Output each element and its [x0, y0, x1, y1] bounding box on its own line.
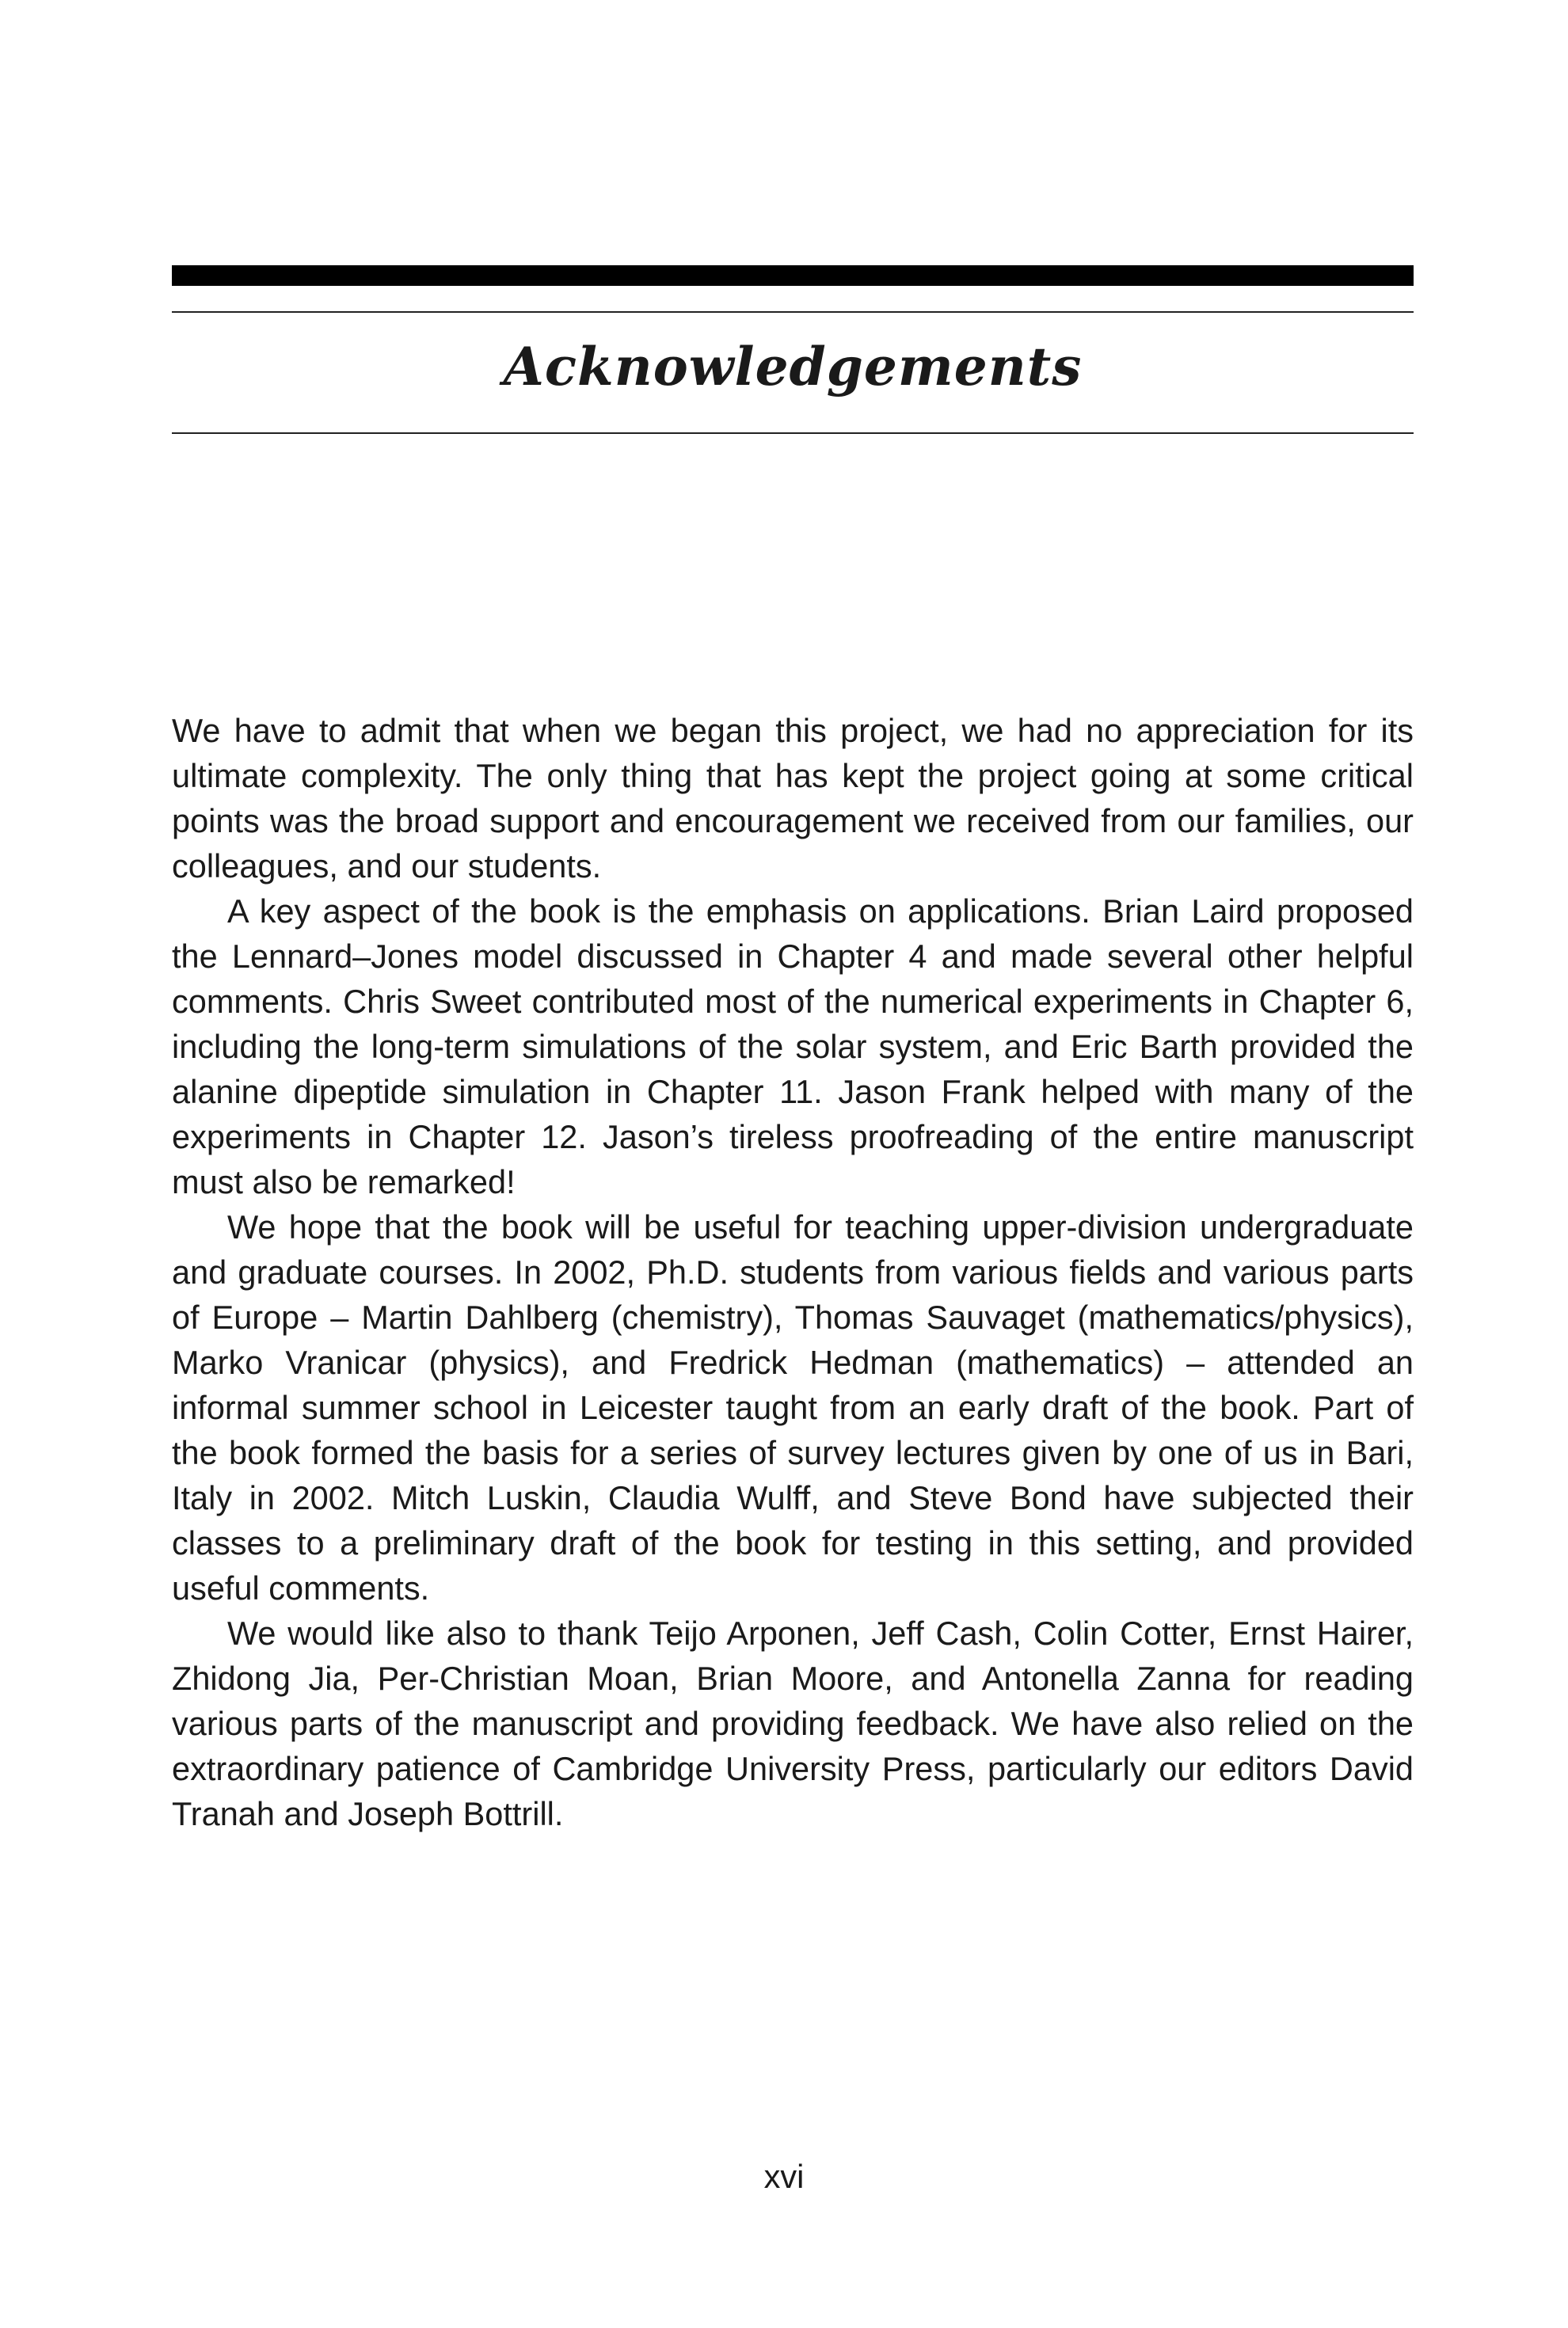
paragraph-3: We hope that the book will be useful for teaching upper-division undergraduate and graduate courses. In 2002, Ph.D. students from various fields and various parts of Europe – Martin Dahlberg (chemistry), Thomas Sauvaget (mathematics/physics), Marko Vranicar (physics), and Fredrick Hedman (mathematics) – attended an informal summer school in Leicester taught from an early draft of the book. Part of the book formed the basis for a series of survey lectures given by one of us in Bari, Italy in 2002. Mitch Luskin, Claudia Wulff, and Steve Bond have subjected their classes to a preliminary draft of the book for testing in this setting, and provided useful comments.	[172, 1208, 1414, 1607]
paragraph-2: A key aspect of the book is the emphasis on applications. Brian Laird proposed the Lennard–Jones model discussed in Chapter 4 and made several other helpful comments. Chris Sweet contributed most of the numerical experiments in Chapter 6, including the long-term simulations of the solar system, and Eric Barth provided the alanine dipeptide simulation in Chapter 11. Jason Frank helped with many of the experiments in Chapter 12. Jason’s tireless proofreading of the entire manuscript must also be remarked!	[172, 892, 1414, 1200]
page-number: xvi	[763, 2158, 805, 2195]
page-title: Acknowledgements	[503, 336, 1083, 398]
paragraph-1: We have to admit that when we began this project, we had no appreciation for its ultimate complexity. The only thing that has kept the project going at some critical points was the broad support and encouragement we received from our families, our colleagues, and our students.	[172, 712, 1414, 884]
acknowledgements-body	[172, 708, 1414, 1836]
paragraph-4: We would like also to thank Teijo Arponen, Jeff Cash, Colin Cotter, Ernst Hairer, Zhidong Jia, Per-Christian Moan, Brian Moore, and Antonella Zanna for reading various parts of the manuscript and providing feedback. We have also relied on the extraordinary patience of Cambridge University Press, particularly our editors David Tranah and Joseph Bottrill.	[172, 1615, 1414, 1832]
header-thin-rule-top	[172, 311, 1414, 313]
header-thick-rule	[172, 265, 1414, 286]
header-thin-rule-bottom	[172, 432, 1414, 434]
